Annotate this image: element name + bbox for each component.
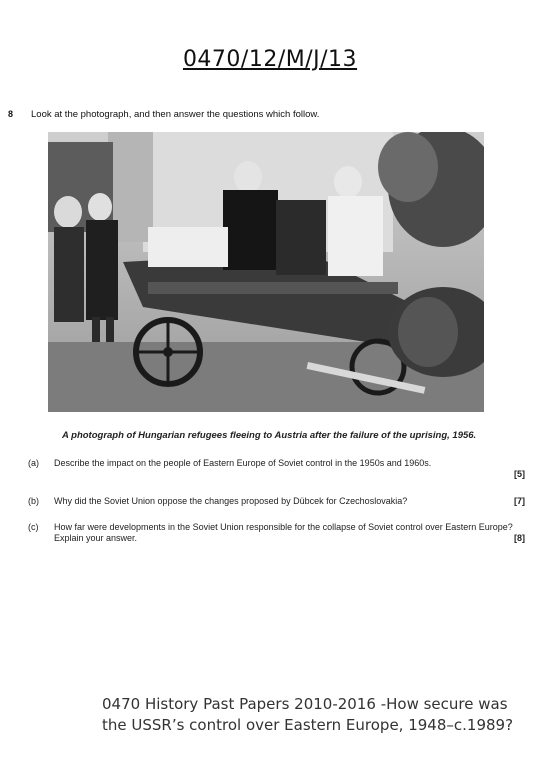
question-number: 8 bbox=[8, 109, 14, 119]
photo-caption: A photograph of Hungarian refugees fleeing to Austria after the failure of the uprising, 1956. bbox=[62, 430, 477, 441]
document-title: 0470/12/M/J/13 bbox=[182, 47, 358, 72]
part-label: (c) bbox=[28, 522, 39, 532]
part-text: Why did the Soviet Union oppose the changes proposed by Dübcek for Czechoslovakia? bbox=[54, 496, 408, 506]
part-marks: [5] bbox=[514, 469, 525, 479]
part-label: (b) bbox=[28, 496, 39, 506]
part-marks: [8] bbox=[514, 533, 525, 543]
part-label: (a) bbox=[28, 458, 39, 468]
footer-text: 0470 History Past Papers 2010-2016 -How secure was the USSR’s control over Eastern Europe, 1948–c.1989? bbox=[102, 695, 514, 734]
part-text: How far were developments in the Soviet Union responsible for the collapse of Soviet control over Eastern Europe? Explain your answer. bbox=[54, 522, 513, 543]
question-intro: Look at the photograph, and then answer the questions which follow. bbox=[31, 109, 320, 120]
refugee-photograph bbox=[48, 132, 484, 412]
part-marks: [7] bbox=[514, 496, 525, 506]
part-text: Describe the impact on the people of Eastern Europe of Soviet control in the 1950s and 1960s. bbox=[54, 458, 432, 468]
